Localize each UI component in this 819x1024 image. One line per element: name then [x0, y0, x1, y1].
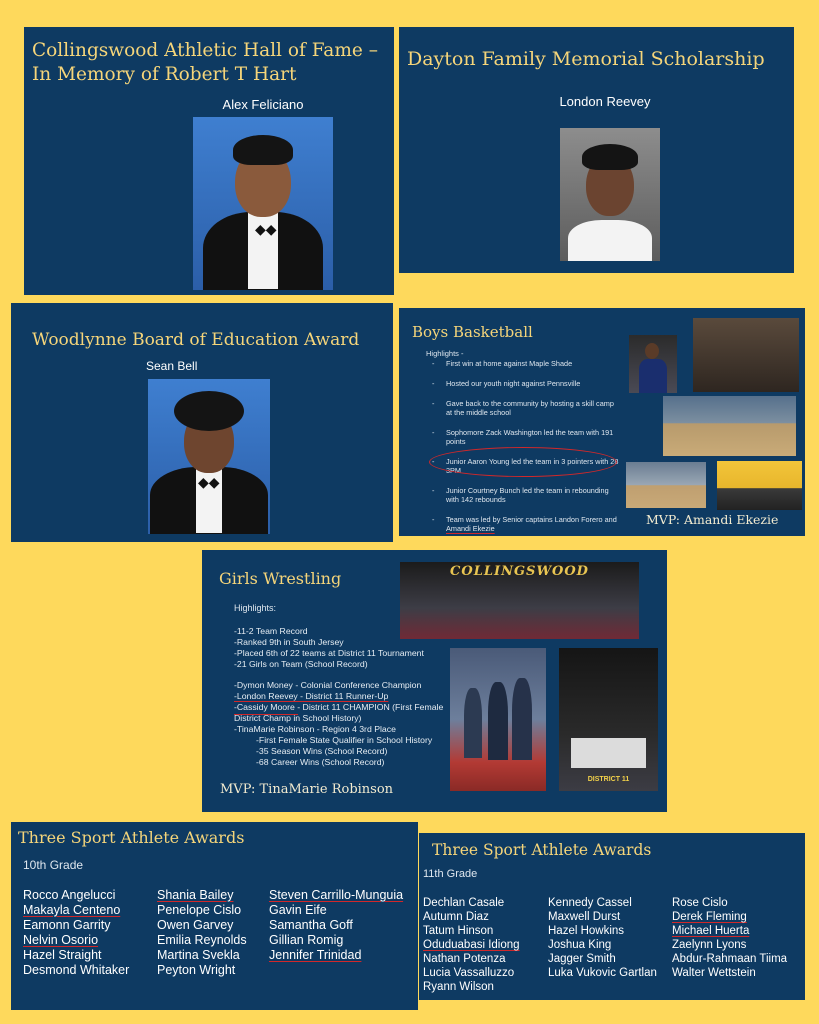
athlete-name: Michael Huerta — [672, 925, 750, 937]
athlete-name: Abdur-Rahmaan Tiima — [672, 953, 788, 965]
slide-scholarship — [399, 27, 794, 273]
athlete-name: Gillian Romig — [269, 933, 344, 947]
underlined-name: Amandi Ekezie — [446, 524, 495, 533]
athlete-name: Jagger Smith — [548, 953, 616, 965]
athlete-name: Tatum Hinson — [423, 925, 494, 937]
names-column-1 — [23, 888, 129, 978]
athlete-name: Gavin Eife — [269, 903, 327, 917]
slide-title: Woodlynne Board of Education Award — [32, 330, 360, 350]
achievement-item: -First Female State Qualifier in School History — [256, 735, 433, 745]
athlete-name: Nelvin Osorio — [23, 933, 99, 947]
record-item: -21 Girls on Team (School Record) — [234, 659, 368, 669]
achievement-item: -TinaMarie Robinson - Region 4 3rd Place — [234, 724, 396, 734]
highlight-item: - First win at home against Maple Shade — [432, 359, 622, 368]
mvp-label: MVP: Amandi Ekezie — [646, 512, 779, 527]
athlete-name: Ryann Wilson — [423, 981, 494, 993]
highlight-item: - Team was led by Senior captains Landon Forero and Amandi Ekezie — [432, 515, 622, 533]
athlete-name: Emilia Reynolds — [157, 933, 247, 947]
athlete-name: Lucia Vassalluzzo — [423, 967, 515, 979]
red-underline-annotation — [234, 714, 298, 715]
mvp-label: MVP: TinaMarie Robinson — [220, 782, 394, 797]
highlight-item: - Sophomore Zack Washington led the team with 191 points — [432, 428, 622, 446]
slide-title: Dayton Family Memorial Scholarship — [407, 48, 765, 70]
team-photo — [693, 318, 799, 392]
athlete-name: Oduduabasi Idiong — [423, 939, 520, 951]
highlight-item: - Hosted our youth night against Pennsville — [432, 379, 622, 388]
coaches-photo — [450, 648, 546, 791]
highlight-item: - Gave back to the community by hosting a skill camp at the middle school — [432, 399, 622, 417]
names-column-3 — [269, 888, 403, 963]
slide-three-sport-11th — [419, 833, 805, 1000]
athlete-name: Rocco Angelucci — [23, 888, 116, 902]
achievement-item: -35 Season Wins (School Record) — [256, 746, 388, 756]
athlete-name: Rose Cislo — [672, 897, 728, 909]
honoree-portrait — [560, 128, 660, 261]
slide-board-award — [11, 303, 393, 542]
slide-title: Boys Basketball — [412, 323, 533, 341]
names-column-2 — [548, 896, 657, 980]
athlete-name: Dechlan Casale — [423, 897, 505, 909]
highlights-label: Highlights - — [426, 349, 464, 358]
achievement-item: -London Reevey - District 11 Runner-Up — [234, 691, 389, 701]
athlete-name: Owen Garvey — [157, 918, 234, 932]
achievement-item: -Dymon Money - Colonial Conference Champion — [234, 680, 422, 690]
highlight-item: - Junior Aaron Young led the team in 3 pointers with 28 3PM — [432, 457, 622, 475]
athlete-name: Nathan Potenza — [423, 953, 506, 965]
names-column-1 — [423, 896, 520, 994]
coaches-photo — [717, 461, 802, 510]
athlete-name: Luka Vukovic Gartlan — [548, 967, 657, 979]
athlete-name: Penelope Cislo — [157, 903, 242, 917]
player-photo — [629, 335, 677, 393]
achievement-item: -68 Career Wins (School Record) — [256, 757, 385, 767]
athlete-name: Kennedy Cassel — [548, 897, 632, 909]
slide-three-sport-10th — [11, 822, 418, 1010]
athlete-name: Hazel Straight — [23, 948, 102, 962]
names-column-2 — [157, 888, 247, 978]
athlete-name: Desmond Whitaker — [23, 963, 130, 977]
athlete-name: Maxwell Durst — [548, 911, 621, 923]
athlete-name: Eamonn Garrity — [23, 918, 111, 932]
athlete-name: Makayla Centeno — [23, 903, 121, 917]
athlete-name: Martina Svekla — [157, 948, 240, 962]
athlete-name: Steven Carrillo-Munguia — [269, 888, 404, 902]
honoree-name: London Reevey — [559, 94, 651, 109]
athlete-name: Joshua King — [548, 939, 612, 951]
athlete-name: Walter Wettstein — [672, 967, 756, 979]
banner-text: COLLINGSWOOD — [450, 564, 589, 579]
record-item: -11-2 Team Record — [234, 626, 308, 636]
slide-title: Girls Wrestling — [219, 569, 342, 588]
podium-photo — [559, 648, 658, 791]
gym-photo — [626, 462, 706, 508]
podium-text: DISTRICT 11 — [587, 776, 630, 783]
athlete-name: Peyton Wright — [157, 963, 236, 977]
slide-boys-basketball — [399, 308, 805, 536]
camp-photo — [663, 396, 796, 456]
slide-hall-of-fame — [24, 27, 394, 295]
red-circle-annotation — [429, 447, 617, 477]
athlete-name: Derek Fleming — [672, 911, 747, 923]
achievement-item: -Cassidy Moore - District 11 CHAMPION (First Female District Champ in School History) — [234, 702, 444, 723]
athlete-name: Hazel Howkins — [548, 925, 625, 937]
slide-title: Three Sport Athlete Awards — [432, 841, 652, 859]
athlete-name: Shania Bailey — [157, 888, 234, 902]
record-item: -Ranked 9th in South Jersey — [234, 637, 344, 647]
slide-title: Three Sport Athlete Awards — [18, 828, 245, 847]
honoree-name: Alex Feliciano — [222, 97, 304, 112]
athlete-name: Zaelynn Lyons — [672, 939, 747, 951]
grade-label: 10th Grade — [23, 858, 84, 872]
honoree-portrait: ◆◆ — [148, 379, 270, 534]
athlete-name: Samantha Goff — [269, 918, 353, 932]
slide-title: Collingswood Athletic Hall of Fame – In Memory of Robert T Hart — [32, 40, 378, 85]
athlete-name: Autumn Diaz — [423, 911, 489, 923]
records-list — [234, 626, 444, 670]
athlete-name: Jennifer Trinidad — [269, 948, 362, 962]
grade-label: 11th Grade — [423, 868, 478, 880]
highlight-item: - Junior Courtney Bunch led the team in rebounding with 142 rebounds — [432, 486, 622, 504]
highlights-label: Highlights: — [234, 603, 277, 613]
achievements-list — [234, 680, 444, 768]
record-item: -Placed 6th of 22 teams at District 11 Tournament — [234, 648, 424, 658]
names-column-3 — [672, 896, 787, 980]
honoree-name: Sean Bell — [146, 359, 198, 373]
honoree-portrait: ◆◆ — [193, 117, 333, 290]
slide-girls-wrestling — [202, 550, 667, 812]
